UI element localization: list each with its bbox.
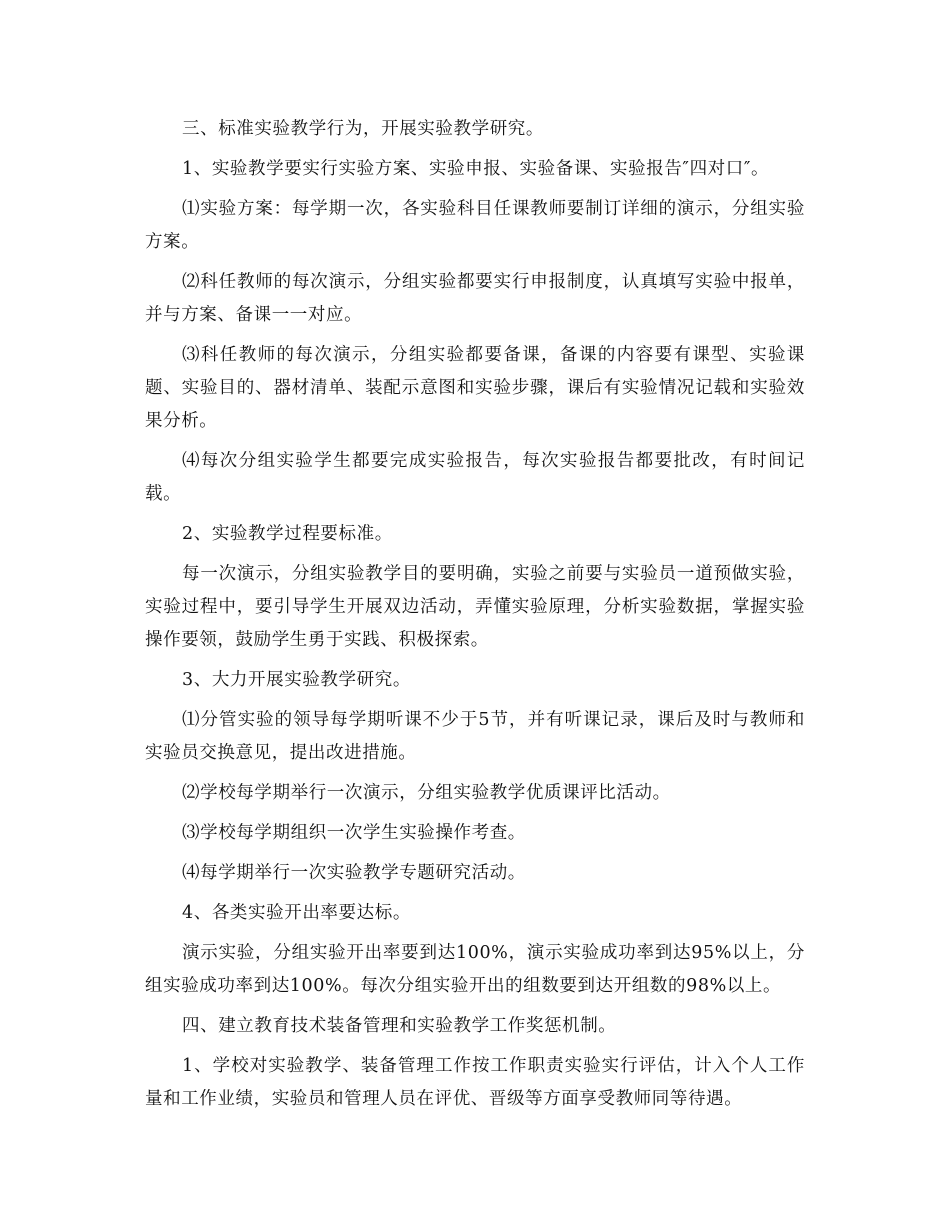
paragraph: 每一次演示，分组实验教学目的要明确，实验之前要与实验员一道预做实验，实验过程中，要引导学生开展双边活动，弄懂实验原理，分析实验数据，掌握实验操作要领，鼓励学生勇于实践、积极探索。 xyxy=(145,564,805,650)
paragraph: ⑵学校每学期举行一次演示，分组实验教学优质课评比活动。 xyxy=(182,783,671,803)
paragraph: 3、大力开展实验教学研究。 xyxy=(182,670,411,690)
paragraph: ⑷每学期举行一次实验教学专题研究活动。 xyxy=(182,863,526,883)
section-heading-4: 四、建立教育技术装备管理和实验教学工作奖惩机制。 xyxy=(182,1016,617,1036)
paragraph: ⑴分管实验的领导每学期听课不少于5节，并有听课记录，课后及时与教师和实验员交换意见，提出改进措施。 xyxy=(145,710,805,763)
paragraph: ⑶科任教师的每次演示，分组实验都要备课，备课的内容要有课型、实验课题、实验目的、器材清单、装配示意图和实验步骤，课后有实验情况记载和实验效果分析。 xyxy=(145,345,805,431)
paragraph: 1、学校对实验教学、装备管理工作按工作职责实验实行评估，计入个人工作量和工作业绩，实验员和管理人员在评优、晋级等方面享受教师同等待遇。 xyxy=(145,1056,805,1109)
paragraph: 1、实验教学要实行实验方案、实验申报、实验备课、实验报告″四对口″。 xyxy=(182,159,770,179)
document-body xyxy=(145,113,805,1123)
paragraph: ⑵科任教师的每次演示，分组实验都要实行申报制度，认真填写实验中报单，并与方案、备课一一对应。 xyxy=(145,272,805,325)
paragraph: ⑷每次分组实验学生都要完成实验报告，每次实验报告都要批改，有时间记载。 xyxy=(145,451,805,504)
paragraph: 2、实验教学过程要标准。 xyxy=(182,524,393,544)
paragraph: ⑴实验方案：每学期一次，各实验科目任课教师要制订详细的演示，分组实验方案。 xyxy=(145,199,805,252)
paragraph: 演示实验，分组实验开出率要到达100%，演示实验成功率到达95%以上，分组实验成功率到达100%。每次分组实验开出的组数要到达开组数的98%以上。 xyxy=(145,943,805,996)
paragraph: ⑶学校每学期组织一次学生实验操作考查。 xyxy=(182,823,526,843)
section-heading-3: 三、标准实验教学行为，开展实验教学研究。 xyxy=(182,119,544,139)
paragraph: 4、各类实验开出率要达标。 xyxy=(182,903,411,923)
